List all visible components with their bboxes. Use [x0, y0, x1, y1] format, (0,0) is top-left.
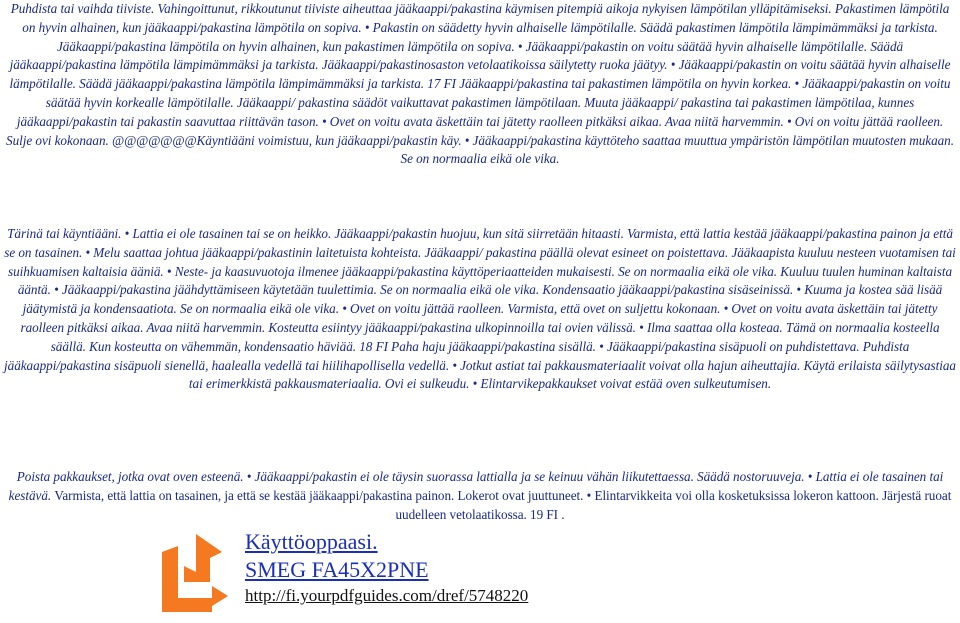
guide-title-link[interactable]: Käyttöoppaasi.	[245, 529, 378, 554]
troubleshooting-paragraph-2	[0, 225, 960, 394]
paragraph-text: Tärinä tai käyntiääni. • Lattia ei ole tasainen tai se on heikko. Jääkaappi/pakastin huojuu, kun sitä siirretään hitaasti. Varmista, että lattia kestää jääkaappi/pakastina painon ja että se on tasainen. • Melu saattaa johtua jääkaappi/pakastinin laitetuista kohteista. Jääkaappi/ pakastina päällä olevat esineet on poistettava. Jääkaapista kuuluu nesteen vuotamisen tai suihkuamisen kaltaisia ääniä. • Neste- ja kaasuvuotoja ilmenee jääkaappi/pakastina käyttöperiaatteiden mukaisesti. Se on normaalia eikä ole vika. Kuuluu tuulen huminan kaltaista ääntä. • Jääkaappi/pakastina jäähdyttämiseen käytetään tuulettimia. Se on normaalia eikä ole vika. Kondensaatio jääkaappi/pakastina sisäseinissä. • Kuuma ja kostea sää lisää jäätymistä ja kondensaatiota. Se on normaalia eikä ole vika. • Ovet on voitu jättää raolleen. Varmista, että ovet on suljettu kokonaan. • Ovet on voitu avata äskettäin tai jätetty raolleen pitkäksi aikaa. Avaa niitä harvemmin. Kosteutta esiintyy jääkaappi/pakastina ulkopinnoilla tai ovien välissä. • Ilma saattaa olla kosteaa. Tämä on normaalia kosteella säällä. Kun kosteutta on vähemmän, kondensaatio häviää. 18 FI Paha haju jääkaappi/pakastina sisällä. • Jääkaappi/pakastina sisäpuoli on puhdistettava. Puhdista jääkaappi/pakastina sisäpuoli sienellä, haalealla vedellä tai hiilihapollisella vedellä. • Jotkut astiat tai pakkausmateriaalit voivat olla hajun aiheuttajia. Käytä erilaista säilytysastiaa tai erimerkkistä pakkausmateriaalia. Ovi ei sulkeudu. • Elintarvikepakkaukset voivat estää oven sulkeutumisen.	[4, 226, 956, 392]
guide-footer	[150, 524, 850, 620]
paragraph-text: Puhdista tai vaihda tiiviste. Vahingoittunut, rikkoutunut tiiviste aiheuttaa jääkaappi/pakastina käymisen pitempiä aikoja nykyisen lämpötilan ylläpitämiseksi. Pakastimen lämpötila on hyvin alhainen, kun jääkaappi/pakastina lämpötila on sopiva. • Pakastin on säädetty hyvin alhaiselle lämpötilalle. Säädä pakastimen lämpötila lämpimämmäksi ja tarkista. Jääkaappi/pakastina lämpötila on hyvin alhainen, kun pakastimen lämpötila on sopiva. • Jääkaappi/pakastin on voitu säätää hyvin alhaiselle lämpötilalle. Säädä jääkaappi/pakastina lämpötila lämpimämmäksi ja tarkista. Jääkaappi/pakastinosaston vetolaatikoissa säilytetty ruoka jäätyy. • Jääkaappi/pakastin on voitu säätää hyvin alhaiselle lämpötilalle. Säädä jääkaappi/pakastina lämpötila lämpimämmäksi ja tarkista. 17 FI Jääkaappi/pakastina tai pakastimen lämpötila on hyvin korkea. • Jääkaappi/pakastin on voitu säätää hyvin korkealle lämpötilalle. Jääkaappi/ pakastina säädöt vaikuttavat pakastimen lämpötilaan. Muuta jääkaappi/ pakastina tai pakastimen lämpötilaa, kunnes jääkaappi/pakastin tai pakastin saavuttaa riittävän tason. • Ovet on voitu avata äskettäin tai jätetty raolleen pitkäksi aikaa. Avaa niitä harvemmin. • Ovi on voitu jättää raolleen. Sulje ovi kokonaan. @@@@@@@Käyntiääni voimistuu, kun jääkaappi/pakastin käy. • Jääkaappi/pakastina käyttöteho saattaa muuttua ympäristön lämpötilan muutosten mukaan. Se on normaalia eikä ole vika.	[6, 1, 954, 167]
paragraph-text: Poista pakkaukset, jotka ovat oven esteenä. • Jääkaappi/pakastin ei ole täysin suorassa lattialla ja se keinuu vähän liikutettaessa. Säädä nostoruuveja. • Lattia ei ole tasainen tai kestävä.	[8, 469, 944, 503]
footer-links	[245, 528, 528, 608]
paragraph-text-plain: Varmista, että lattia on tasainen, ja että se kestää jääkaappi/pakastina painon. Lokerot ovat juuttuneet. • Elintarvikkeita voi olla kosketuksissa lokeron kattoon. Järjestä ruoat uudelleen vetolaatikossa. 19 FI .	[54, 487, 952, 522]
troubleshooting-paragraph-1	[0, 0, 960, 169]
troubleshooting-paragraph-3	[0, 468, 960, 524]
guide-url-link[interactable]: http://fi.yourpdfguides.com/dref/5748220	[245, 586, 529, 605]
guide-model-link[interactable]: SMEG FA45X2PNE	[245, 557, 429, 582]
orange-arrow-icon	[150, 526, 236, 612]
